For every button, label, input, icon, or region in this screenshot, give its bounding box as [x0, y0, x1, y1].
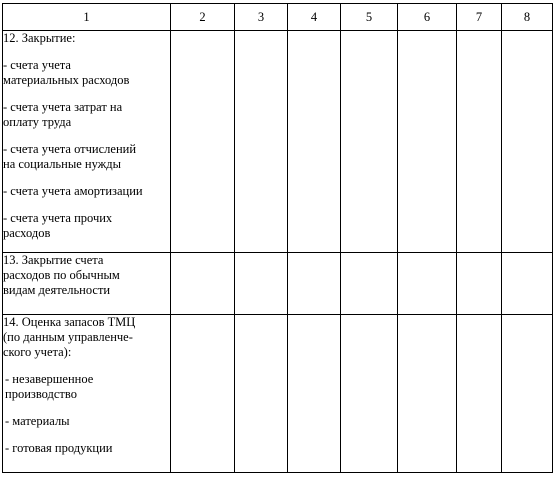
row-12-title: 12. Закрытие:: [3, 31, 76, 45]
table-cell: [235, 253, 288, 315]
row-12-item: - счета учета материальных расходов: [3, 58, 130, 87]
row-12-item: - счета учета отчислений на социальные нужды: [3, 142, 137, 171]
table-row-13: [3, 253, 553, 315]
table-cell: [341, 253, 398, 315]
row-12-item: - счета учета прочих расходов: [3, 211, 113, 240]
header-row: [3, 4, 553, 31]
table-row-14: [3, 315, 553, 473]
table-row-12: [3, 31, 553, 253]
table-cell: [457, 253, 502, 315]
column-header-6: 6: [398, 4, 457, 31]
column-header-5: 5: [341, 4, 398, 31]
row-14-item: - незавершенное производство: [5, 372, 94, 401]
table-cell: [502, 31, 553, 253]
column-header-3: 3: [235, 4, 288, 31]
table-cell: [398, 315, 457, 473]
table-cell: [288, 253, 341, 315]
table-cell: [341, 31, 398, 253]
table-cell: [235, 315, 288, 473]
table-cell: [235, 31, 288, 253]
row-12-item: - счета учета затрат на оплату труда: [3, 100, 123, 129]
table-cell: [288, 315, 341, 473]
table-cell: [502, 315, 553, 473]
row-12-label: [3, 31, 171, 253]
column-header-4: 4: [288, 4, 341, 31]
table-cell: [341, 315, 398, 473]
row-14-title: 14. Оценка запасов ТМЦ (по данным управленче- ского учета):: [3, 315, 136, 359]
data-table: [2, 3, 553, 473]
column-header-8: 8: [502, 4, 553, 31]
column-header-1: 1: [3, 4, 171, 31]
row-13-label: 13. Закрытие счета расходов по обычным видам деятельности: [3, 253, 171, 315]
row-14-item: - материалы: [5, 414, 70, 428]
table-cell: [288, 31, 341, 253]
table-cell: [171, 315, 235, 473]
table-cell: [398, 31, 457, 253]
table-cell: [457, 31, 502, 253]
column-header-7: 7: [457, 4, 502, 31]
table-cell: [502, 253, 553, 315]
row-12-item: - счета учета амортизации: [3, 184, 143, 198]
table-cell: [171, 253, 235, 315]
row-14-item: - готовая продукции: [5, 441, 113, 455]
column-header-2: 2: [171, 4, 235, 31]
table-cell: [171, 31, 235, 253]
row-14-label: [3, 315, 171, 473]
table-cell: [457, 315, 502, 473]
table-cell: [398, 253, 457, 315]
